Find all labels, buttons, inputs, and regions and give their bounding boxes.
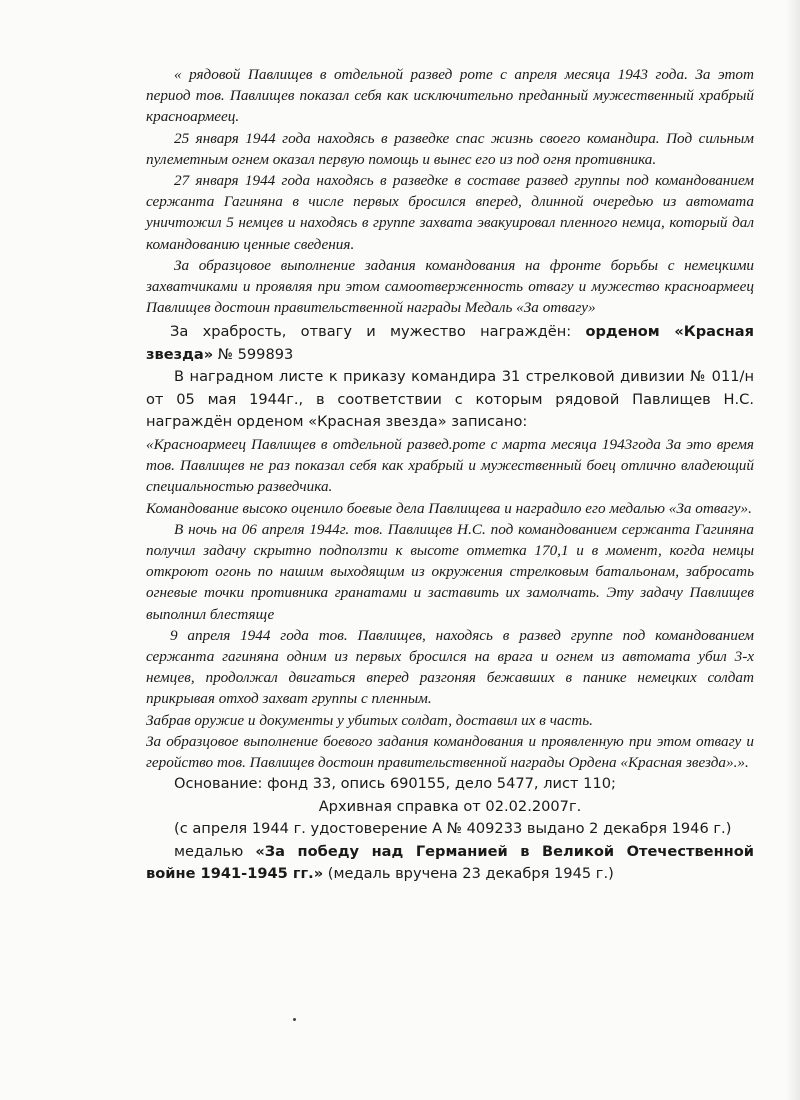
quote1-paragraph-3: 27 января 1944 года находясь в разведке в составе развед группы под командованием сержанта Гагиняна в числе первых бросился вперед, длинной очередью из автомата уничтожил 5 немцев и находясь в группе захвата эвакуировал пленного немца, который дал командованию ценные сведения. [146, 172, 754, 253]
medal-prefix: медалью [174, 842, 256, 860]
quote1-paragraph-4: За образцовое выполнение задания командования на фронте борьбы с немецкими захватчиками и проявляя при этом самоотверженность отвагу и мужество красноармеец Павлищев достоин правительственной награды Медаль «За отвагу» [146, 256, 754, 317]
speck-mark [293, 1018, 296, 1021]
award-sheet-intro: В наградном листе к приказу командира 31 стрелковой дивизии № 011/н от 05 мая 1944г., в соответствии с которым рядовой Павлищев Н.С. награждён орденом «Красная звезда» записано: [146, 368, 754, 431]
page-edge-shadow [786, 0, 800, 1100]
quote2-paragraph-5: Забрав оружие и документы у убитых солдат, доставил их в часть. [146, 711, 593, 729]
award-red-star-name: орденом «Красная звезда» [146, 323, 754, 363]
award-red-star-line [146, 321, 754, 366]
certificate-line: (с апреля 1944 г. удостоверение А № 409233 выдано 2 декабря 1946 г.) [174, 820, 732, 838]
quote1-paragraph-2: 25 января 1944 года находясь в разведке спас жизнь своего командира. Под сильным пулеметным огнем оказал первую помощь и вынес его из под огня противника. [146, 129, 754, 168]
archive-reference: Архивная справка от 02.02.2007г. [318, 797, 582, 815]
document-body [146, 64, 754, 886]
quote2-paragraph-2: Командование высоко оценило боевые дела Павлищева и наградило его медалью «За отвагу». [146, 499, 752, 517]
medal-line [146, 841, 754, 886]
quote2-paragraph-6: За образцовое выполнение боевого задания командования и проявленную при этом отвагу и геройство тов. Павлищев достоин правительственной награды Ордена «Красная звезда».». [146, 732, 754, 771]
basis-line: Основание: фонд 33, опись 690155, дело 5477, лист 110; [174, 775, 616, 793]
quote2-paragraph-1: «Красноармеец Павлищев в отдельной развед.роте с марта месяца 1943года За это время тов. Павлищев не раз показал себя как храбрый и мужественный боец отлично владеющий специальностью разведчика. [146, 435, 754, 496]
quote2-paragraph-3: В ночь на 06 апреля 1944г. тов. Павлищев Н.С. под командованием сержанта Гагиняна получил задачу скрытно подползти к высоте отметка 170,1 и в момент, когда немцы откроют огонь по нашим выходящим из окружения стрелковым батальонам, забросать огневые точки противника гранатами и заставить их замолчать. Эту задачу Павлищев выполнил блестяще [146, 520, 754, 623]
quote1-paragraph-1: « рядовой Павлищев в отдельной развед роте с апреля месяца 1943 года. За этот период тов. Павлищев показал себя как исключительно преданный мужественный храбрый красноармеец. [146, 66, 754, 126]
quote2-paragraph-4: 9 апреля 1944 года тов. Павлищев, находясь в развед группе под командованием сержанта гагиняна одним из первых бросился на врага и огнем из автомата убил 3-х немцев, продолжал двигаться вперед разгоняя бежавших в панике немецких солдат прикрывая отход захват группы с пленным. [146, 626, 754, 708]
award-red-star-number: № 599893 [213, 345, 294, 363]
award-red-star-prefix: За храбрость, отвагу и мужество награждён: [170, 323, 586, 341]
medal-note: (медаль вручена 23 декабря 1945 г.) [323, 865, 614, 883]
medal-name: «За победу над Германией в Великой Отечественной войне 1941-1945 гг.» [146, 842, 754, 883]
